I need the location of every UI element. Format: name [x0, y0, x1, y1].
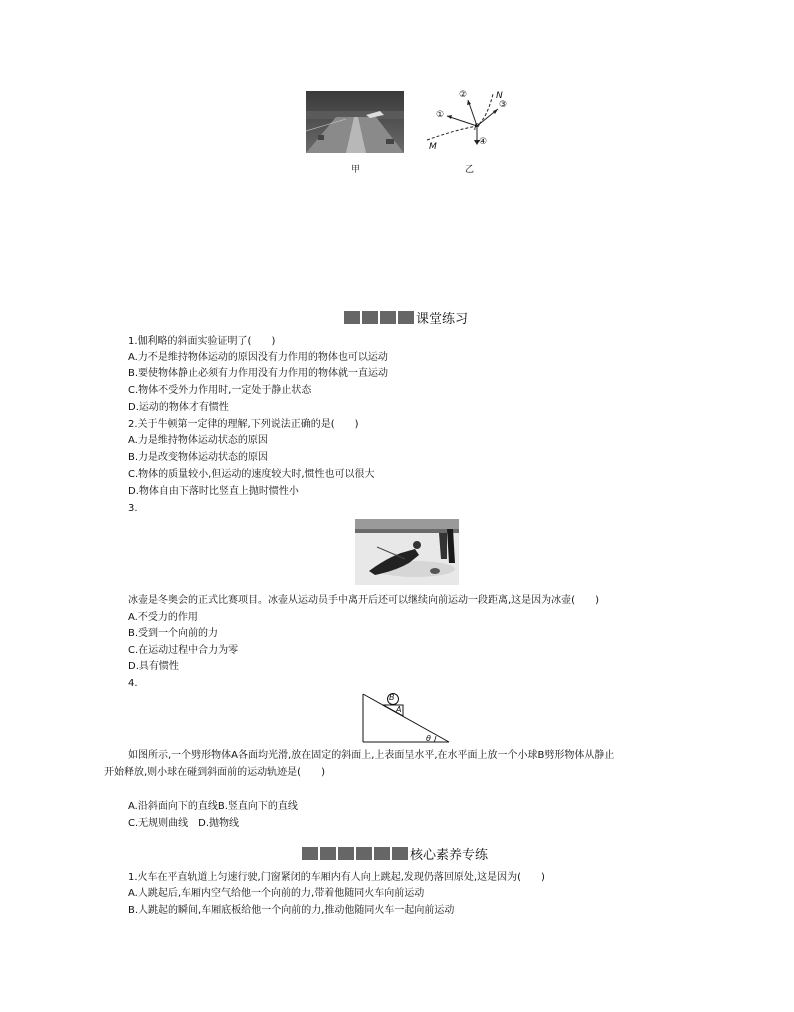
q4-stem-line1: 如图所示,一个劈形物体A各面均光滑,放在固定的斜面上,上表面呈水平,在水平面上放一个小球B劈形物体从静止: [128, 750, 615, 761]
q1-option-c: C.物体不受外力作用时,一定处于静止状态: [128, 385, 312, 396]
q3-stem: 冰壶是冬奥会的正式比赛项目。冰壶从运动员手中离开后还可以继续向前运动一段距离,这是因为冰壶( ): [128, 595, 599, 606]
diagram-label-p: P: [474, 123, 480, 133]
q3-option-d: D.具有惯性: [128, 661, 179, 672]
q3-option-c: C.在运动过程中合力为零: [128, 645, 239, 656]
s2-q1-option-a: A.人跳起后,车厢内空气给他一个向前的力,带着他随同火车向前运动: [128, 888, 425, 899]
title-decoration: [302, 847, 408, 860]
title-decoration: [344, 311, 414, 324]
section-title-text: 课堂练习: [416, 312, 469, 327]
q3-option-b: B.受到一个向前的力: [128, 628, 219, 639]
q1-option-a: A.力不是维持物体运动的原因没有力作用的物体也可以运动: [128, 352, 388, 363]
q1-stem: 1.伽利略的斜面实验证明了( ): [128, 336, 276, 347]
wedge-diagram: [362, 691, 450, 743]
q4-options-line1: A.沿斜面向下的直线B.竖直向下的直线: [128, 801, 298, 812]
section-title-text: 核心素养专练: [410, 848, 489, 863]
curling-photo: [355, 519, 459, 585]
q4-options-line2: C.无规则曲线 D.抛物线: [128, 818, 240, 829]
figure-caption-yi: 乙: [465, 165, 475, 175]
figure-caption-jia: 甲: [351, 165, 361, 175]
q4-number: 4.: [128, 678, 138, 689]
q2-stem: 2.关于牛顿第一定律的理解,下列说法正确的是( ): [128, 419, 359, 430]
wedge-label-a: A: [396, 705, 402, 714]
q3-number: 3.: [128, 503, 138, 514]
s2-q1-stem: 1.火车在平直轨道上匀速行驶,门窗紧闭的车厢内有人向上跳起,发现仍落回原处,这是因为( ): [128, 872, 545, 883]
s2-q1-option-b: B.人跳起的瞬间,车厢底板给他一个向前的力,推动他随同火车一起向前运动: [128, 905, 455, 916]
wedge-label-theta: θ: [426, 734, 431, 743]
diagram-label-4: ④: [479, 137, 488, 147]
q1-option-d: D.运动的物体才有惯性: [128, 402, 229, 413]
carrier-photo: [306, 91, 404, 153]
q2-option-d: D.物体自由下落时比竖直上抛时惯性小: [128, 486, 299, 497]
diagram-label-1: ①: [436, 110, 445, 120]
q2-option-c: C.物体的质量较小,但运动的速度较大时,惯性也可以很大: [128, 469, 375, 480]
q1-option-b: B.要使物体静止必须有力作用没有力作用的物体就一直运动: [128, 368, 389, 379]
diagram-label-3: ③: [499, 100, 508, 110]
diagram-label-2: ②: [459, 90, 468, 100]
q2-option-b: B.力是改变物体运动状态的原因: [128, 452, 269, 463]
q3-option-a: A.不受力的作用: [128, 612, 198, 623]
q4-stem-line2: 开始释放,则小球在碰到斜面前的运动轨迹是( ): [104, 767, 325, 778]
wedge-label-b: B: [389, 693, 395, 702]
q2-option-a: A.力是维持物体运动状态的原因: [128, 435, 268, 446]
section-title-core-literacy: [302, 844, 488, 863]
diagram-label-m: M: [429, 142, 437, 152]
diagram-label-n: N: [496, 91, 503, 101]
section-title-class-practice: [344, 308, 468, 327]
